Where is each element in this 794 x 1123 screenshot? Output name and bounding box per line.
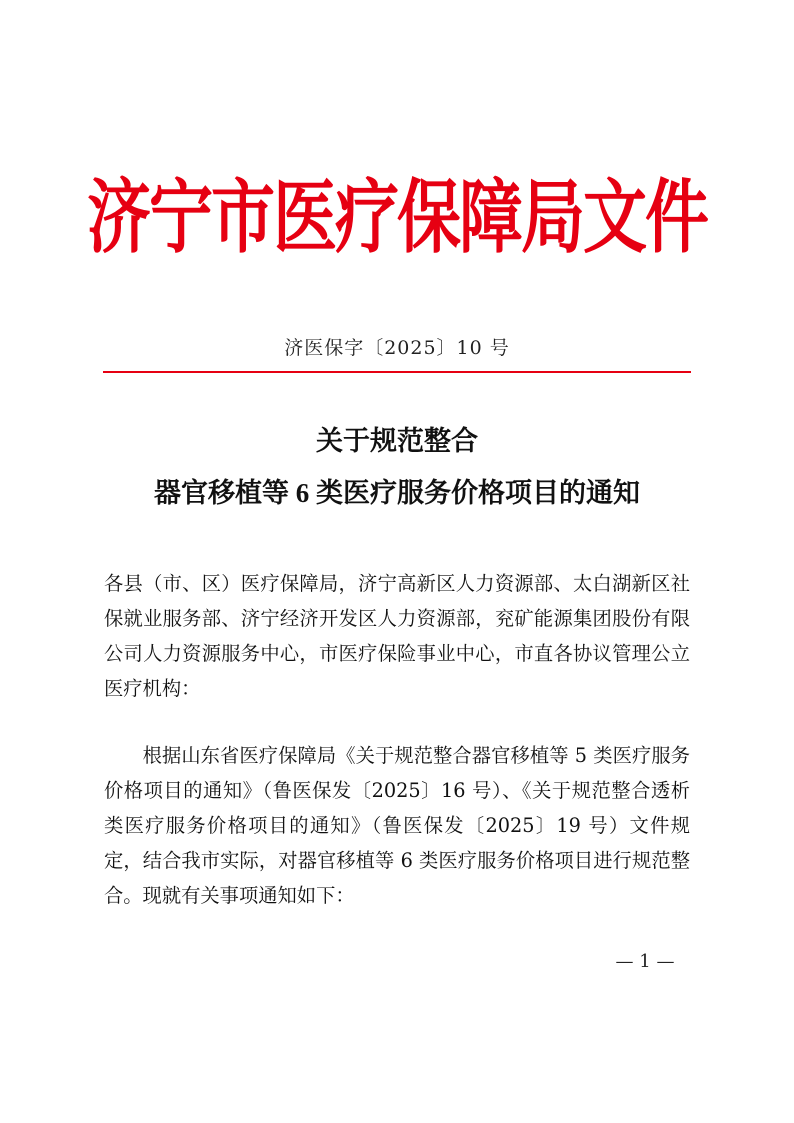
page-number: — 1 — (615, 951, 675, 972)
masthead-title: 济宁市医疗保障局文件 (87, 173, 707, 263)
body-paragraph-1: 根据山东省医疗保障局《关于规范整合器官移植等 5 类医疗服务价格项目的通知》（鲁医保发〔2025〕16 号）、《关于规范整合透析类医疗服务价格项目的通知》（鲁医保发〔2025〕19 号）文件规定，结合我市实际，对器官移植等 6 类医疗服务价格项目进行规范整合。现就有关事项通知如下： (104, 744, 690, 907)
document-number: 济医保字〔2025〕10 号 (284, 337, 510, 359)
red-divider-line (103, 371, 691, 373)
document-title-line-1: 关于规范整合 (316, 426, 478, 456)
addressees-paragraph: 各县（市、区）医疗保障局，济宁高新区人力资源部、太白湖新区社保就业服务部、济宁经济开发区人力资源部，兖矿能源集团股份有限公司人力资源服务中心，市医疗保险事业中心，市直各协议管理公立医疗机构： (104, 572, 690, 700)
document-title-line-2: 器官移植等 6 类医疗服务价格项目的通知 (154, 478, 640, 508)
